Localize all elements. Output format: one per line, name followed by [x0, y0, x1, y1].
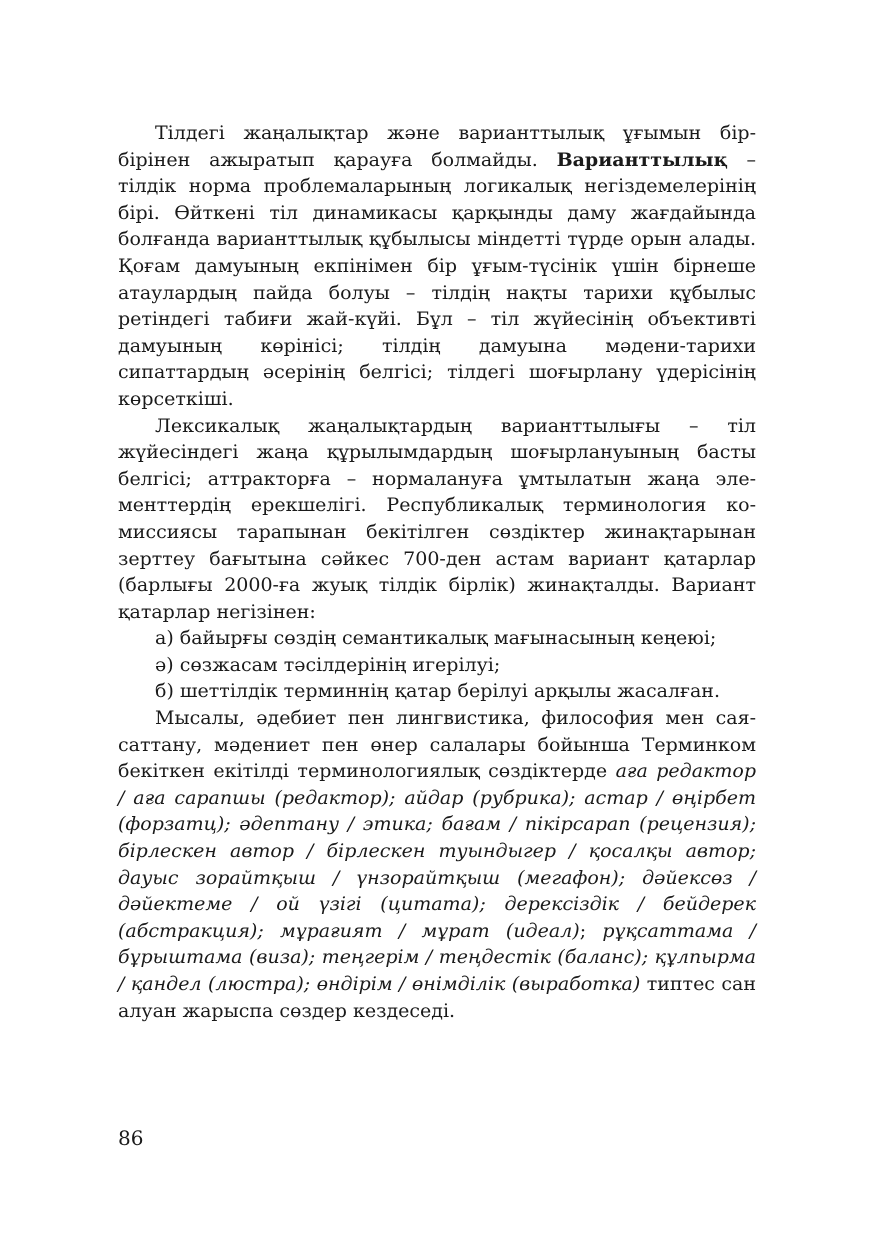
page-number: 86	[118, 1126, 144, 1150]
text-run: б) шеттілдік терминнің қатар берілуі арқылы жасалған.	[155, 680, 720, 703]
list-item-a	[118, 625, 756, 652]
text-run: типтес сан алуан жарыспа сөздер кездеседі.	[118, 973, 757, 1022]
text-run: ;	[579, 919, 603, 942]
list-item-ae	[118, 652, 756, 679]
italic-examples: рұқсаттама / бұрыштама (виза); теңгерім / теңдестік (баланс); құлпырма / қандел (люстра); өндірім / өнімділік (выработка)	[118, 919, 756, 995]
body-text	[118, 120, 756, 1024]
text-run: Мысалы, әдебиет пен лингвистика, философия мен саясаттану, мәдениет пен өнер салалары бойынша Терминком бекіткен екітілді терминологиялық сөздіктерде	[118, 707, 756, 783]
paragraph	[118, 413, 756, 626]
text-run: Лексикалық жаңалықтардың варианттылығы – тіл жүйесіндегі жаңа құрылымдардың шоғырлануының басты белгісі; аттракторға – нормалануға ұмтылатын жаңа элементтердің ерекшелігі. Республикалық терминология комиссиясы тарапынан бекітілген сөздіктер жинақтарынан зерттеу бағытына сәйкес 700-ден астам вариант қатарлар (барлығы 2000-ға жуық тілдік бірлік) жинақталды. Вариант қатарлар негізінен:	[118, 414, 756, 623]
paragraph	[118, 705, 756, 1024]
text-run: ә) сөзжасам тәсілдерінің игерілуі;	[155, 653, 501, 676]
italic-examples: аға редактор / аға сарапшы (редактор); айдар (рубрика); астар / өңірбет (форзатц); әдептану / этика; бағам / пікірсарап (рецензия); бірлескен автор / бірлескен туындыгер / қосалқы автор; дауыс зорайтқыш / үнзорайтқыш (мегафон); дәйексөз / дәйектеме / ой үзігі (цитата); дерексіздік / бейдерек (абстракция); мұрағият / мұрат (идеал)	[118, 760, 757, 942]
paragraph	[118, 120, 756, 413]
list-item-b	[118, 678, 756, 705]
text-run: Тілдегі жаңалықтар және варианттылық ұғымын бірбірінен ажыратып қарауға болмайды.	[118, 122, 756, 171]
text-run: – тілдік норма проблемаларының логикалық негіздемелерінің бірі. Өйткені тіл динамикасы қарқынды даму жағдайында болғанда варианттылық құбылысы міндетті түрде орын алады. Қоғам дамуының екпінімен бір ұғым-түсінік үшін бірнеше атаулардың пайда болуы – тілдің нақты тарихи құбылыс ретіндегі табиғи жай-күйі. Бұл – тіл жүйесінің объективті дамуының көрінісі; тілдің дамуына мәдени-тарихи сипаттардың әсерінің белгісі; тілдегі шоғырлану үдерісінің көрсеткіші.	[118, 148, 756, 410]
bold-term: Варианттылық	[556, 148, 728, 171]
text-run: а) байырғы сөздің семантикалық мағынасының кеңеюі;	[155, 627, 717, 650]
